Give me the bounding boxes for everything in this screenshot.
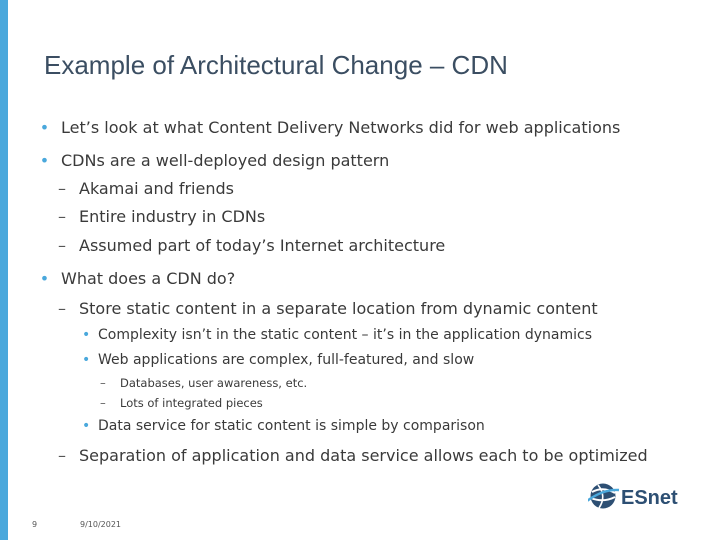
sub-item (58, 299, 598, 318)
globe-icon (588, 484, 619, 509)
sub-item-text: Akamai and friends (79, 179, 234, 198)
bullet-text: Let’s look at what Content Delivery Networks did for web applications (61, 118, 621, 137)
sub-sub-item-text: Complexity isn’t in the static content – it’s in the application dynamics (98, 327, 593, 343)
slide-title: Example of Architectural Change – CDN (44, 50, 508, 80)
sub-sub-item (82, 418, 485, 434)
detail-item (100, 396, 263, 410)
sub-item (58, 179, 234, 198)
dash-marker: – (58, 179, 66, 198)
sub-item (58, 236, 445, 255)
bullet-marker: • (39, 118, 50, 137)
dash-marker: – (58, 207, 66, 226)
bullet-item (28, 118, 620, 137)
bullet-marker: • (39, 151, 50, 170)
bullet-marker: • (82, 418, 91, 434)
logo-text: ESnet (621, 487, 678, 509)
detail-item-text: Databases, user awareness, etc. (120, 376, 308, 390)
bullet-marker: • (82, 352, 91, 368)
sub-item-text: Assumed part of today’s Internet architecture (79, 236, 446, 255)
sub-item (58, 207, 265, 226)
bullet-item (28, 151, 389, 170)
esnet-logo (588, 481, 688, 511)
dash-marker: – (100, 396, 106, 410)
dash-marker: – (58, 299, 66, 318)
bullet-text: What does a CDN do? (61, 269, 236, 288)
sub-sub-item (82, 327, 592, 343)
detail-item (100, 376, 307, 390)
sub-sub-item (82, 352, 474, 368)
bullet-marker: • (82, 327, 91, 343)
dash-marker: – (58, 446, 66, 465)
bullet-marker: • (39, 269, 50, 288)
accent-bar (0, 0, 8, 540)
bullet-item (28, 269, 235, 288)
bullet-text: CDNs are a well-deployed design pattern (61, 151, 390, 170)
detail-item-text: Lots of integrated pieces (120, 396, 263, 410)
sub-item-text: Separation of application and data service allows each to be optimized (79, 446, 648, 465)
page-number: 9 (32, 520, 38, 529)
sub-sub-item-text: Web applications are complex, full-featured, and slow (98, 352, 475, 368)
sub-item-text: Entire industry in CDNs (79, 207, 266, 226)
dash-marker: – (100, 376, 106, 390)
slide-date: 9/10/2021 (80, 520, 122, 529)
sub-item-text: Store static content in a separate location from dynamic content (79, 299, 598, 318)
dash-marker: – (58, 236, 66, 255)
sub-item (58, 446, 648, 465)
sub-sub-item-text: Data service for static content is simple by comparison (98, 418, 485, 434)
